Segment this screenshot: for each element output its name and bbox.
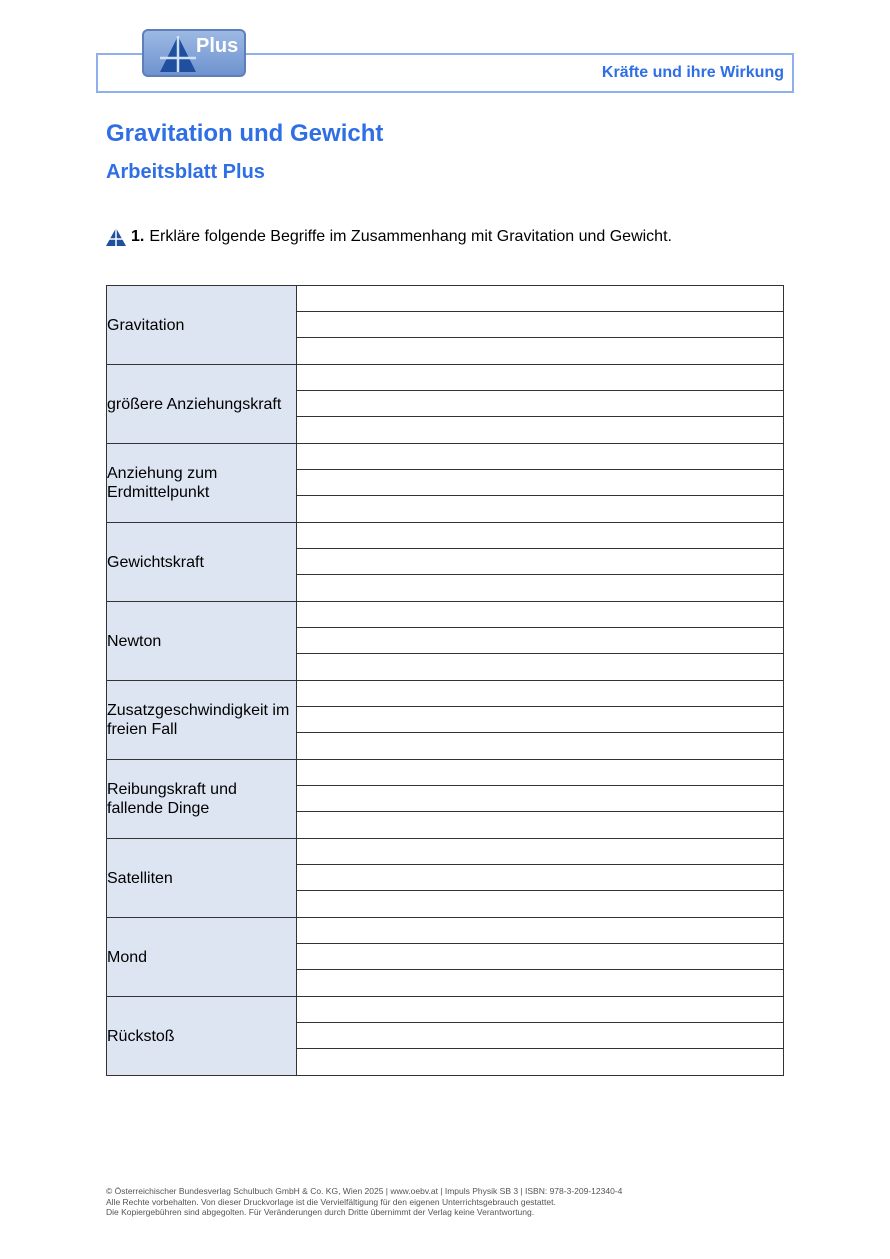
answer-line[interactable] (297, 628, 783, 654)
answer-line[interactable] (297, 918, 783, 944)
task-1 (106, 228, 672, 246)
answer-line[interactable] (297, 786, 783, 812)
answer-line[interactable] (297, 444, 783, 470)
answer-lines[interactable] (297, 523, 784, 602)
table-row (107, 365, 784, 444)
answer-lines[interactable] (297, 681, 784, 760)
chapter-title: Kräfte und ihre Wirkung (601, 64, 784, 81)
answer-line[interactable] (297, 839, 783, 865)
term-label: Gewichtskraft (107, 523, 297, 602)
answer-line[interactable] (297, 312, 783, 338)
term-label: Satelliten (107, 839, 297, 918)
answer-line[interactable] (297, 602, 783, 628)
term-label: Mond (107, 918, 297, 997)
term-label: Gravitation (107, 286, 297, 365)
logo-text: Plus (196, 35, 239, 57)
answer-line[interactable] (297, 549, 783, 575)
answer-lines[interactable] (297, 286, 784, 365)
answer-lines[interactable] (297, 839, 784, 918)
triangle-marker-icon (106, 228, 126, 246)
table-row (107, 997, 784, 1076)
answer-line[interactable] (297, 944, 783, 970)
answer-lines[interactable] (297, 602, 784, 681)
answer-lines[interactable] (297, 444, 784, 523)
answer-line[interactable] (297, 891, 783, 917)
table-row (107, 760, 784, 839)
table-row (107, 839, 784, 918)
term-label: Zusatzgeschwindigkeit im freien Fall (107, 681, 297, 760)
task-text: Erkläre folgende Begriffe im Zusammenhang mit Gravitation und Gewicht. (149, 228, 672, 245)
answer-line[interactable] (297, 575, 783, 601)
answer-line[interactable] (297, 733, 783, 759)
table-row (107, 523, 784, 602)
footer-rights: Alle Rechte vorbehalten. Von dieser Druckvorlage ist die Vervielfältigung für den eigenen Unterrichtsgebrauch gestattet. (106, 1196, 556, 1207)
answer-line[interactable] (297, 391, 783, 417)
table-row (107, 602, 784, 681)
term-label: Rückstoß (107, 997, 297, 1076)
table-row (107, 286, 784, 365)
answer-line[interactable] (297, 496, 783, 522)
answer-line[interactable] (297, 654, 783, 680)
answer-line[interactable] (297, 707, 783, 733)
terms-table (106, 285, 784, 1076)
answer-line[interactable] (297, 997, 783, 1023)
plus-logo (142, 29, 246, 77)
answer-line[interactable] (297, 338, 783, 364)
answer-line[interactable] (297, 1049, 783, 1075)
answer-line[interactable] (297, 523, 783, 549)
term-label: Reibungskraft und fallende Dinge (107, 760, 297, 839)
term-label: größere Anziehungskraft (107, 365, 297, 444)
answer-line[interactable] (297, 417, 783, 443)
footer-copyright: © Österreichischer Bundesverlag Schulbuch GmbH & Co. KG, Wien 2025 | www.oebv.at | Impuls Physik SB 3 | ISBN: 978-3-209-12340-4 (106, 1186, 623, 1196)
page-subtitle: Arbeitsblatt Plus (106, 161, 265, 183)
answer-line[interactable] (297, 470, 783, 496)
footer-disclaimer: Die Kopiergebühren sind abgegolten. Für Veränderungen durch Dritte übernimmt der Verlag keine Verantwortung. (106, 1207, 535, 1217)
answer-lines[interactable] (297, 760, 784, 839)
answer-line[interactable] (297, 1023, 783, 1049)
term-label: Anziehung zum Erdmittelpunkt (107, 444, 297, 523)
answer-line[interactable] (297, 812, 783, 838)
task-number: 1. (131, 228, 145, 245)
answer-line[interactable] (297, 286, 783, 312)
term-label: Newton (107, 602, 297, 681)
answer-lines[interactable] (297, 997, 784, 1076)
answer-line[interactable] (297, 760, 783, 786)
table-row (107, 918, 784, 997)
page-title: Gravitation und Gewicht (106, 120, 384, 147)
answer-lines[interactable] (297, 918, 784, 997)
triangle-logo-icon (158, 34, 198, 74)
answer-line[interactable] (297, 970, 783, 996)
answer-line[interactable] (297, 865, 783, 891)
footer (106, 1186, 622, 1218)
answer-lines[interactable] (297, 365, 784, 444)
answer-line[interactable] (297, 365, 783, 391)
table-row (107, 681, 784, 760)
table-row (107, 444, 784, 523)
answer-line[interactable] (297, 681, 783, 707)
